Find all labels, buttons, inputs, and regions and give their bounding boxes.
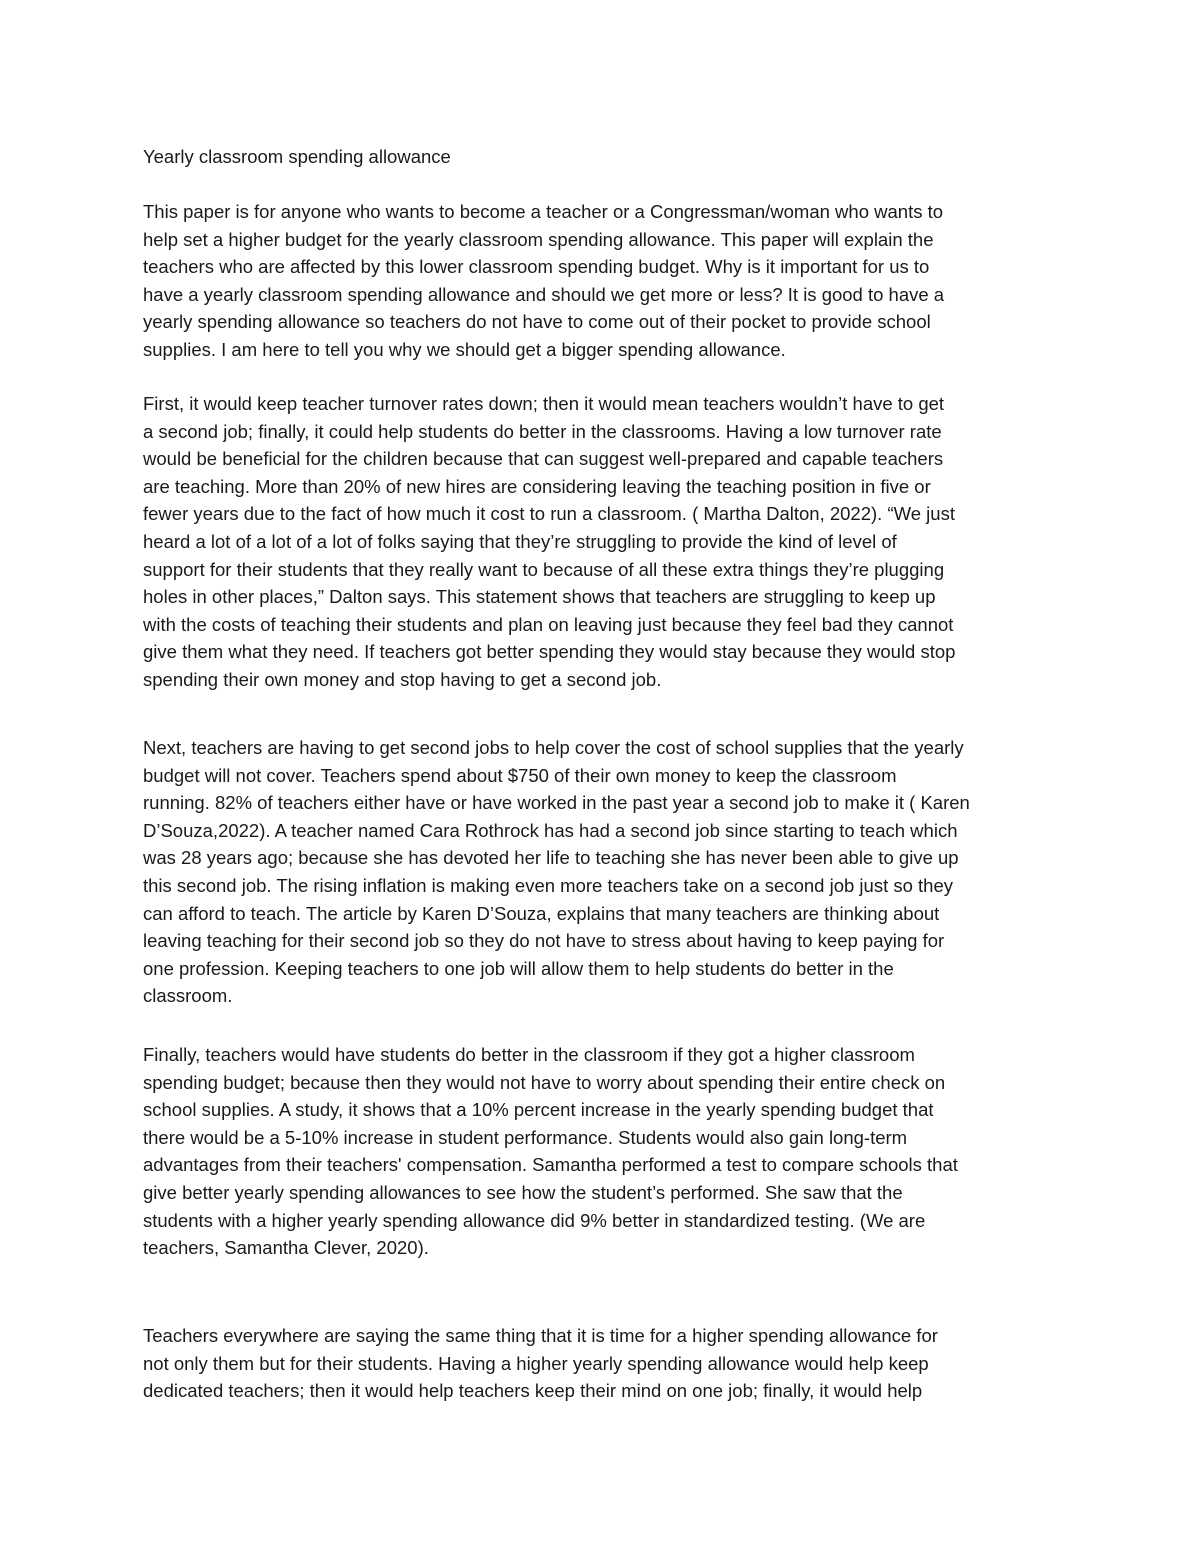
paragraph-conclusion [143, 1322, 1063, 1405]
text-line: spending their own money and stop having to get a second job. [143, 668, 662, 690]
text-line: support for their students that they really want to because of all these extra things they’re plugging [143, 558, 945, 580]
text-line: this second job. The rising inflation is making even more teachers take on a second job just so they [143, 874, 953, 896]
text-line: advantages from their teachers' compensation. Samantha performed a test to compare schools that [143, 1154, 958, 1176]
text-line: not only them but for their students. Having a higher yearly spending allowance would help keep [143, 1352, 929, 1374]
text-line: help set a higher budget for the yearly classroom spending allowance. This paper will explain the [143, 228, 934, 250]
text-line: D’Souza,2022). A teacher named Cara Rothrock has had a second job since starting to teach which [143, 819, 958, 841]
text-line: leaving teaching for their second job so they do not have to stress about having to keep paying for [143, 930, 945, 952]
text-line: are teaching. More than 20% of new hires are considering leaving the teaching position in five or [143, 475, 931, 497]
paragraph-next [143, 734, 1063, 1010]
text-line: classroom. [143, 985, 233, 1007]
text-line: one profession. Keeping teachers to one job will allow them to help students do better in the [143, 957, 894, 979]
text-line: was 28 years ago; because she has devoted her life to teaching she has never been able to give up [143, 847, 959, 869]
text-line: a second job; finally, it could help students do better in the classrooms. Having a low turnover rate [143, 420, 942, 442]
text-line: Finally, teachers would have students do better in the classroom if they got a higher classroom [143, 1044, 915, 1065]
paragraph-intro [143, 198, 1063, 364]
text-line: running. 82% of teachers either have or have worked in the past year a second job to make it ( Karen [143, 792, 970, 814]
text-line: give them what they need. If teachers got better spending they would stay because they would stop [143, 641, 956, 663]
text-line: supplies. I am here to tell you why we should get a bigger spending allowance. [143, 338, 786, 360]
title-line: Yearly classroom spending allowance [143, 146, 451, 167]
text-line: can afford to teach. The article by Karen D’Souza, explains that many teachers are thinking about [143, 902, 940, 924]
text-line: school supplies. A study, it shows that a 10% percent increase in the yearly spending budget that [143, 1099, 934, 1121]
text-line: Next, teachers are having to get second jobs to help cover the cost of school supplies that the yearly [143, 737, 964, 758]
text-line: First, it would keep teacher turnover rates down; then it would mean teachers wouldn’t have to get [143, 393, 945, 414]
text-line: fewer years due to the fact of how much it cost to run a classroom. ( Martha Dalton, 2022). “We just [143, 503, 955, 525]
text-line: with the costs of teaching their students and plan on leaving just because they feel bad they cannot [143, 613, 954, 635]
text-line: heard a lot of a lot of a lot of folks saying that they’re struggling to provide the kind of level of [143, 530, 897, 552]
text-line: have a yearly classroom spending allowance and should we get more or less? It is good to have a [143, 283, 945, 305]
text-line: budget will not cover. Teachers spend about $750 of their own money to keep the classroom [143, 764, 897, 786]
text-line: spending budget; because then they would not have to worry about spending their entire check on [143, 1071, 946, 1093]
document-title [143, 143, 1063, 171]
text-line: teachers who are affected by this lower classroom spending budget. Why is it important for us to [143, 256, 930, 278]
text-line: dedicated teachers; then it would help teachers keep their mind on one job; finally, it would help [143, 1380, 923, 1402]
text-line: give better yearly spending allowances to see how the student’s performed. She saw that the [143, 1181, 903, 1203]
paragraph-finally [143, 1041, 1063, 1262]
text-line: holes in other places,” Dalton says. This statement shows that teachers are struggling to keep up [143, 586, 936, 608]
text-line: Teachers everywhere are saying the same thing that it is time for a higher spending allowance for [143, 1325, 938, 1346]
text-line: there would be a 5-10% increase in student performance. Students would also gain long-term [143, 1126, 908, 1148]
text-line: would be beneficial for the children because that can suggest well-prepared and capable teachers [143, 448, 944, 470]
text-line: This paper is for anyone who wants to become a teacher or a Congressman/woman who wants to [143, 201, 944, 222]
paragraph-first [143, 390, 1063, 694]
text-line: students with a higher yearly spending allowance did 9% better in standardized testing. (We are [143, 1209, 926, 1231]
text-line: teachers, Samantha Clever, 2020). [143, 1237, 429, 1259]
text-line: yearly spending allowance so teachers do not have to come out of their pocket to provide school [143, 311, 931, 333]
